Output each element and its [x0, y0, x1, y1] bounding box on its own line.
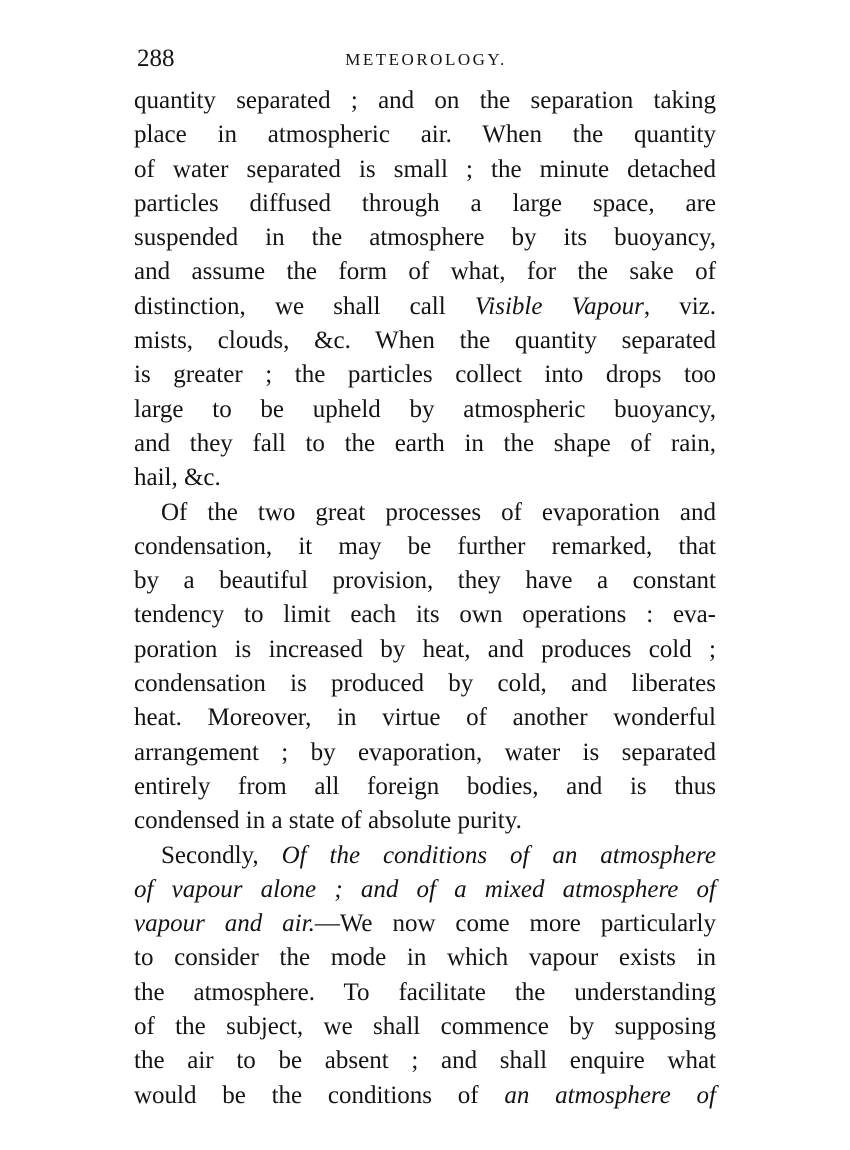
page-number: 288	[137, 45, 175, 72]
text-line: large to be upheld by atmospheric buoyancy,	[134, 395, 716, 423]
text-line: condensed in a state of absolute purity.	[134, 807, 522, 835]
text-line: Secondly, Of the conditions of an atmosphere	[161, 841, 717, 869]
text-line: condensation, it may be further remarked, that	[134, 532, 716, 560]
text-line: distinction, we shall call Visible Vapour, viz.	[134, 292, 717, 320]
text-line: of the subject, we shall commence by supposing	[134, 1013, 716, 1041]
text-line: condensation is produced by cold, and liberates	[134, 670, 716, 698]
italic-term: Visible Vapour	[474, 292, 644, 320]
text-line: would be the conditions of an atmosphere of	[134, 1081, 716, 1109]
text-line: the air to be absent ; and shall enquire what	[134, 1047, 716, 1075]
text-line: hail, &c.	[134, 464, 221, 492]
text-line: poration is increased by heat, and produces cold ;	[134, 635, 716, 663]
text-line: by a beautiful provision, they have a constant	[134, 567, 716, 595]
text-line	[134, 873, 716, 907]
running-title: METEOROLOGY.	[345, 50, 507, 69]
text-line: quantity separated ; and on the separation taking	[134, 87, 716, 114]
text-line: heat. Moreover, in virtue of another wonderful	[134, 704, 716, 732]
text-line: place in atmospheric air. When the quantity	[134, 121, 716, 149]
text-line: arrangement ; by evaporation, water is separated	[134, 738, 716, 766]
text-line: is greater ; the particles collect into drops too	[134, 361, 716, 389]
text-line: to consider the mode in which vapour exists in	[134, 944, 716, 972]
body-text	[134, 84, 716, 1113]
text-line: and assume the form of what, for the sake of	[134, 258, 716, 286]
text-line: vapour and air.—We now come more particularly	[134, 910, 716, 938]
text-line: Of the two great processes of evaporation and	[161, 498, 716, 526]
text-line: suspended in the atmosphere by its buoyancy,	[134, 224, 716, 252]
italic-term: an atmosphere of	[504, 1081, 716, 1109]
italic-heading: vapour and air.	[134, 910, 315, 938]
text-line: tendency to limit each its own operations : eva-	[134, 601, 716, 629]
italic-heading: Of the conditions of an atmosphere	[281, 841, 717, 869]
text-line: entirely from all foreign bodies, and is thus	[134, 772, 716, 800]
running-head	[137, 44, 715, 74]
text-line: the atmosphere. To facilitate the understanding	[134, 978, 716, 1006]
text-line: of water separated is small ; the minute detached	[134, 155, 716, 183]
text-line: and they fall to the earth in the shape of rain,	[134, 429, 716, 457]
italic-heading: of vapour alone ; and of a mixed atmosphere of	[134, 875, 716, 903]
text-line: mists, clouds, &c. When the quantity separated	[134, 327, 716, 355]
text-line: particles diffused through a large space, are	[134, 189, 716, 217]
